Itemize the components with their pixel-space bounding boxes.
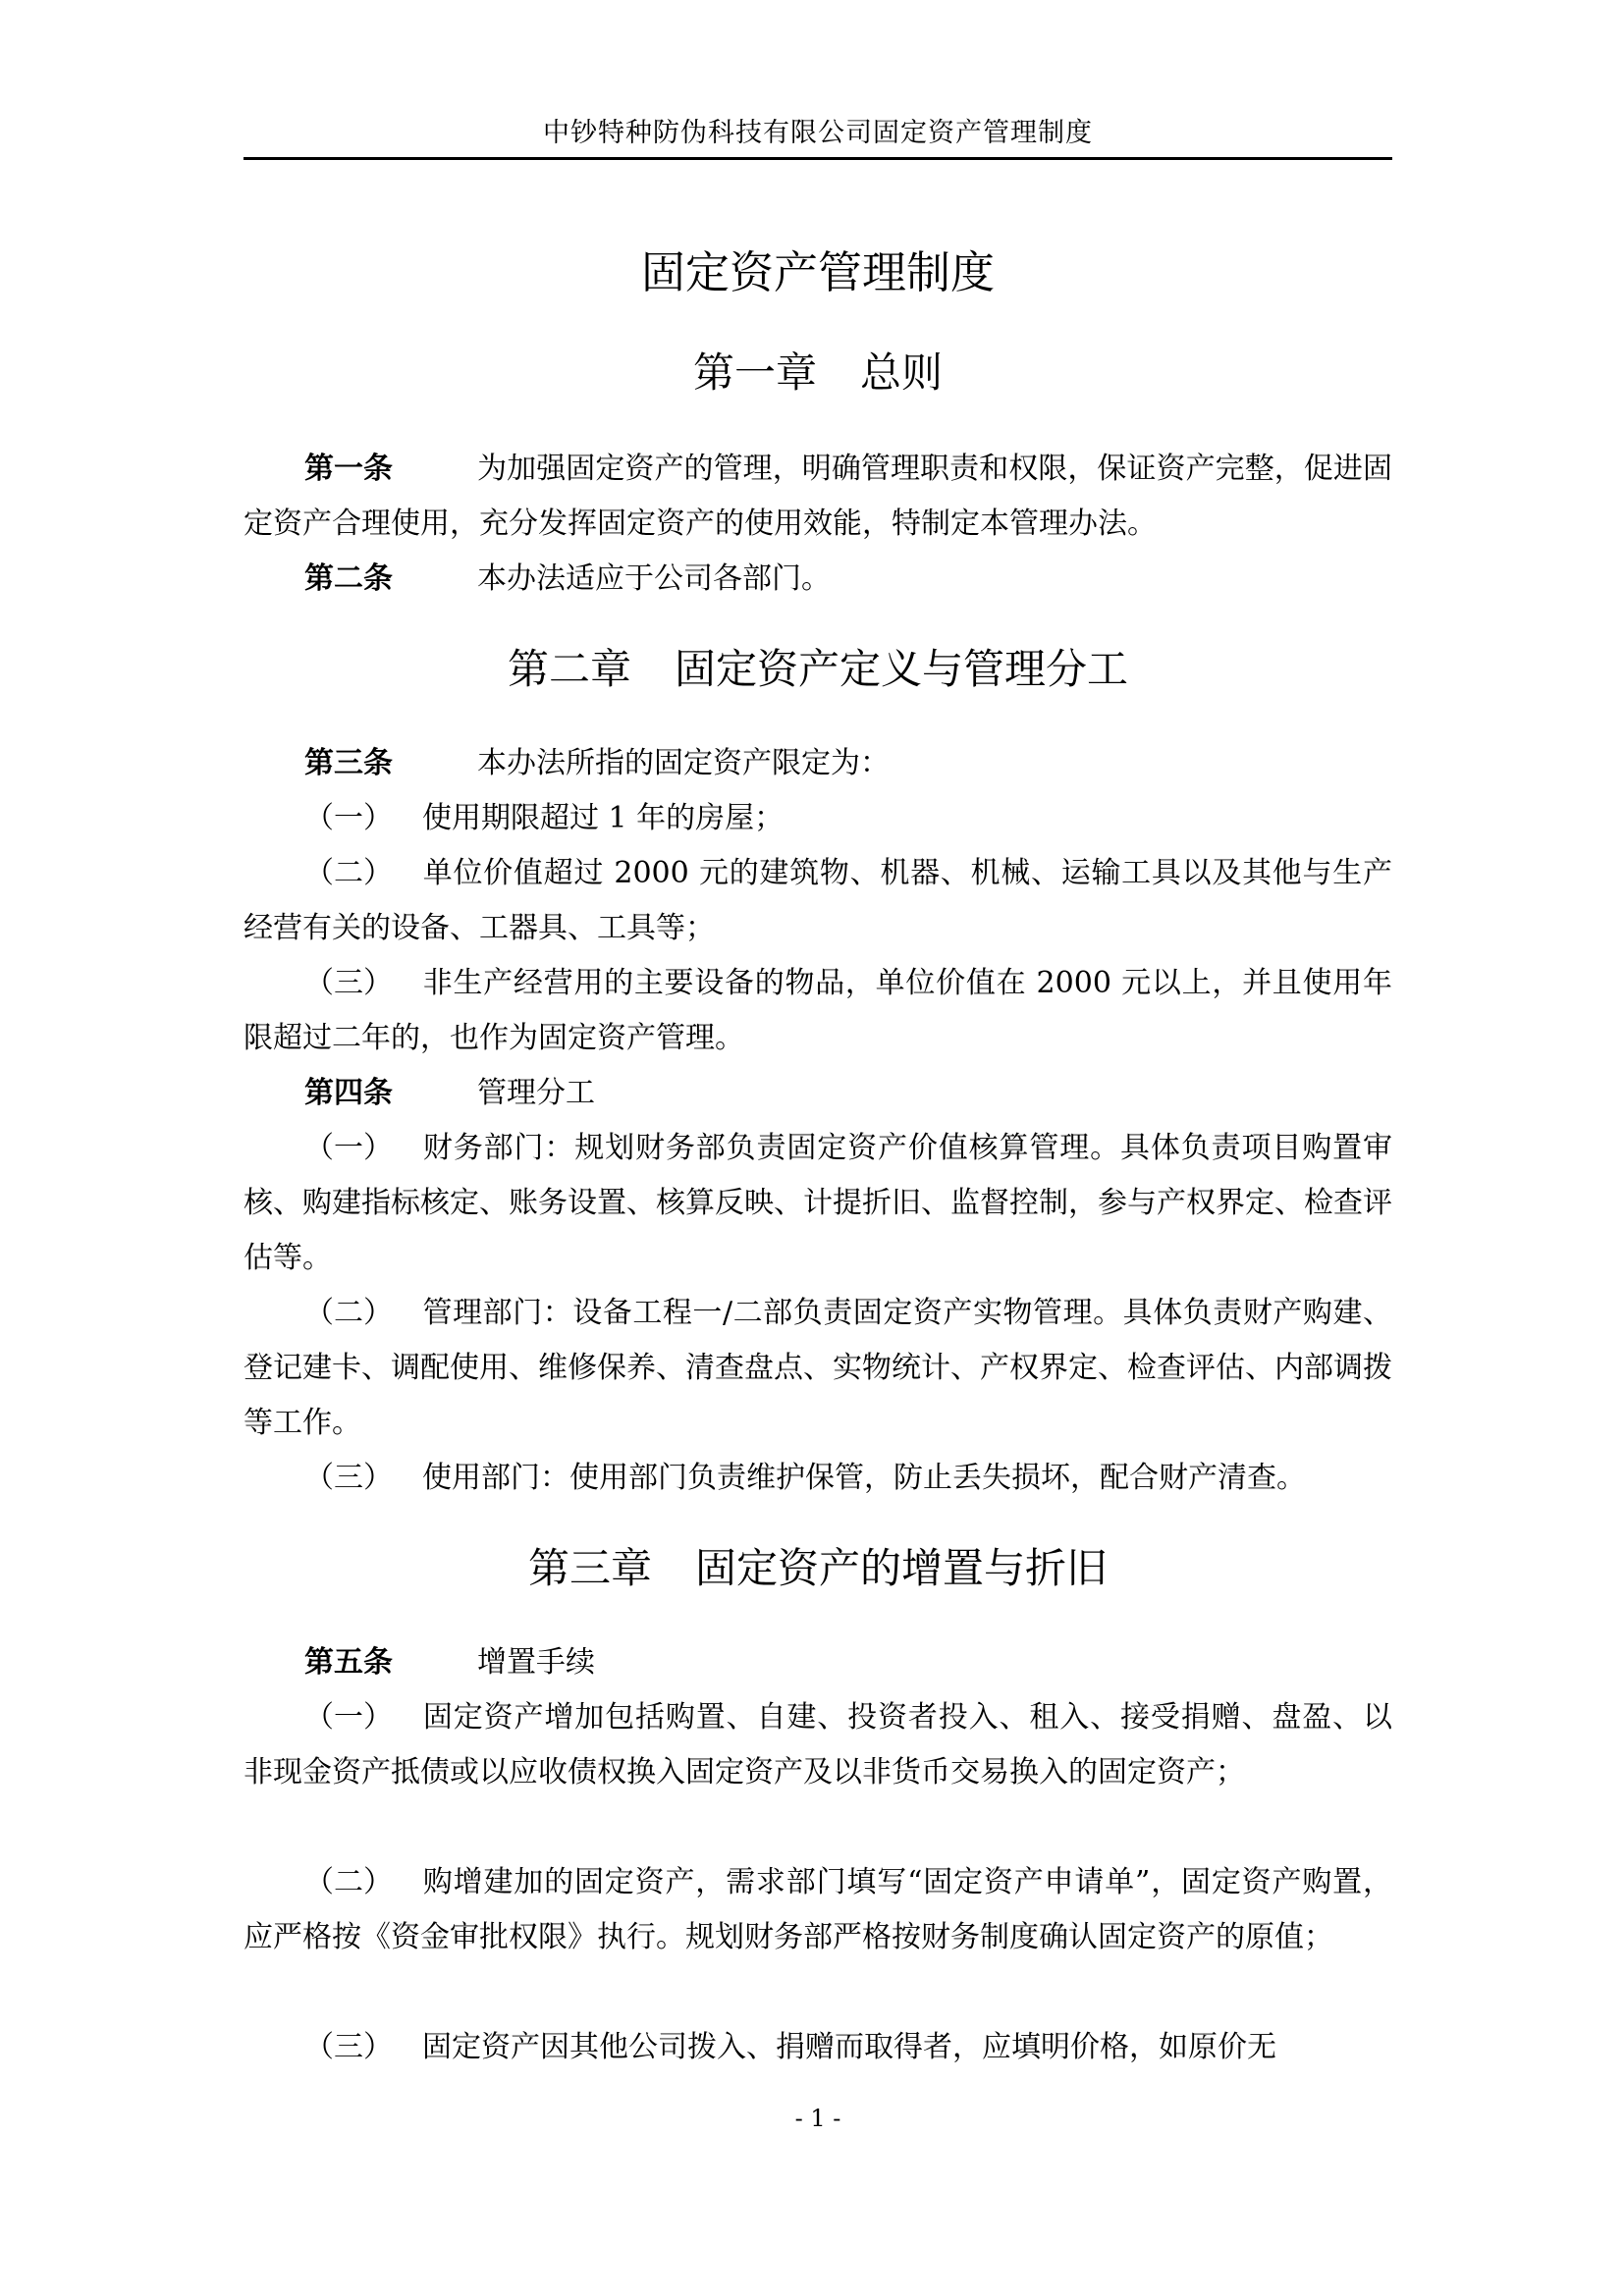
chapter-title: 固定资产定义与管理分工 xyxy=(675,645,1129,693)
item-text: 固定资产因其他公司拨入、捐赠而取得者，应填明价格，如原价无 xyxy=(422,2030,1276,2064)
chapter-heading xyxy=(244,344,1392,402)
article-label: 第一条 xyxy=(304,452,393,486)
article-label: 第五条 xyxy=(304,1645,393,1680)
chapter-title: 固定资产的增置与折旧 xyxy=(695,1544,1109,1592)
chapter-number: 第二章 xyxy=(507,645,631,693)
article-label: 第二条 xyxy=(304,561,393,596)
article-label: 第四条 xyxy=(304,1076,393,1110)
item-label: （二） xyxy=(304,856,393,890)
item-label: （三） xyxy=(304,1461,393,1495)
item-text: 使用期限超过 1 年的房屋； xyxy=(422,801,785,835)
item-text: 管理部门：设备工程一/二部负责固定资产实物管理。具体负责财产购建、登记建卡、调配使用、维修保养、清查盘点、实物统计、产权界定、检查评估、内部调拨等工作。 xyxy=(244,1296,1392,1440)
item-label: （二） xyxy=(304,1865,393,1899)
chapter-number: 第三章 xyxy=(527,1544,652,1592)
item-label: （一） xyxy=(304,1131,393,1165)
item-paragraph xyxy=(244,1121,1392,1286)
item-label: （三） xyxy=(304,966,393,1000)
article-text: 增置手续 xyxy=(477,1645,595,1680)
article-text: 本办法适应于公司各部门。 xyxy=(477,561,831,596)
chapter-title: 总则 xyxy=(860,348,944,397)
article-paragraph xyxy=(244,1066,1392,1121)
item-paragraph xyxy=(244,2020,1392,2075)
item-paragraph xyxy=(244,956,1392,1066)
article-text: 为加强固定资产的管理，明确管理职责和权限，保证资产完整，促进固定资产合理使用，充分发挥固定资产的使用效能，特制定本管理办法。 xyxy=(244,452,1392,541)
article-paragraph xyxy=(244,736,1392,791)
item-label: （二） xyxy=(304,1296,393,1330)
item-paragraph xyxy=(244,1286,1392,1451)
article-paragraph xyxy=(244,552,1392,607)
item-text: 非生产经营用的主要设备的物品，单位价值在 2000 元以上，并且使用年限超过二年的，也作为固定资产管理。 xyxy=(244,966,1392,1055)
article-paragraph xyxy=(244,1635,1392,1690)
header-rule xyxy=(244,157,1392,160)
item-paragraph xyxy=(244,846,1392,956)
item-text: 财务部门：规划财务部负责固定资产价值核算管理。具体负责项目购置审核、购建指标核定、账务设置、核算反映、计提折旧、监督控制，参与产权界定、检查评估等。 xyxy=(244,1131,1392,1275)
item-paragraph xyxy=(244,1451,1392,1506)
article-text: 本办法所指的固定资产限定为： xyxy=(477,746,890,780)
item-text: 使用部门：使用部门负责维护保管，防止丢失损坏，配合财产清查。 xyxy=(422,1461,1306,1495)
article-label: 第三条 xyxy=(304,746,393,780)
running-header: 中钞特种防伪科技有限公司固定资产管理制度 xyxy=(543,118,1093,148)
item-paragraph xyxy=(244,791,1392,846)
chapter-heading xyxy=(244,1539,1392,1598)
item-paragraph xyxy=(244,1690,1392,1800)
article-paragraph xyxy=(244,442,1392,552)
page-number: - 1 - xyxy=(794,2105,841,2132)
document-title: 固定资产管理制度 xyxy=(640,246,995,298)
item-label: （一） xyxy=(304,1700,393,1735)
chapter-number: 第一章 xyxy=(692,348,817,397)
item-label: （三） xyxy=(304,2030,393,2064)
item-text: 单位价值超过 2000 元的建筑物、机器、机械、运输工具以及其他与生产经营有关的设备、工器具、工具等； xyxy=(244,856,1392,945)
chapter-heading xyxy=(244,640,1392,699)
item-label: （一） xyxy=(304,801,393,835)
item-text: 购增建加的固定资产，需求部门填写“固定资产申请单”，固定资产购置，应严格按《资金审批权限》执行。规划财务部严格按财务制度确认固定资产的原值； xyxy=(244,1865,1392,1954)
item-paragraph xyxy=(244,1855,1392,1965)
item-text: 固定资产增加包括购置、自建、投资者投入、租入、接受捐赠、盘盈、以非现金资产抵债或以应收债权换入固定资产及以非货币交易换入的固定资产； xyxy=(244,1700,1392,1789)
article-text: 管理分工 xyxy=(477,1076,595,1110)
